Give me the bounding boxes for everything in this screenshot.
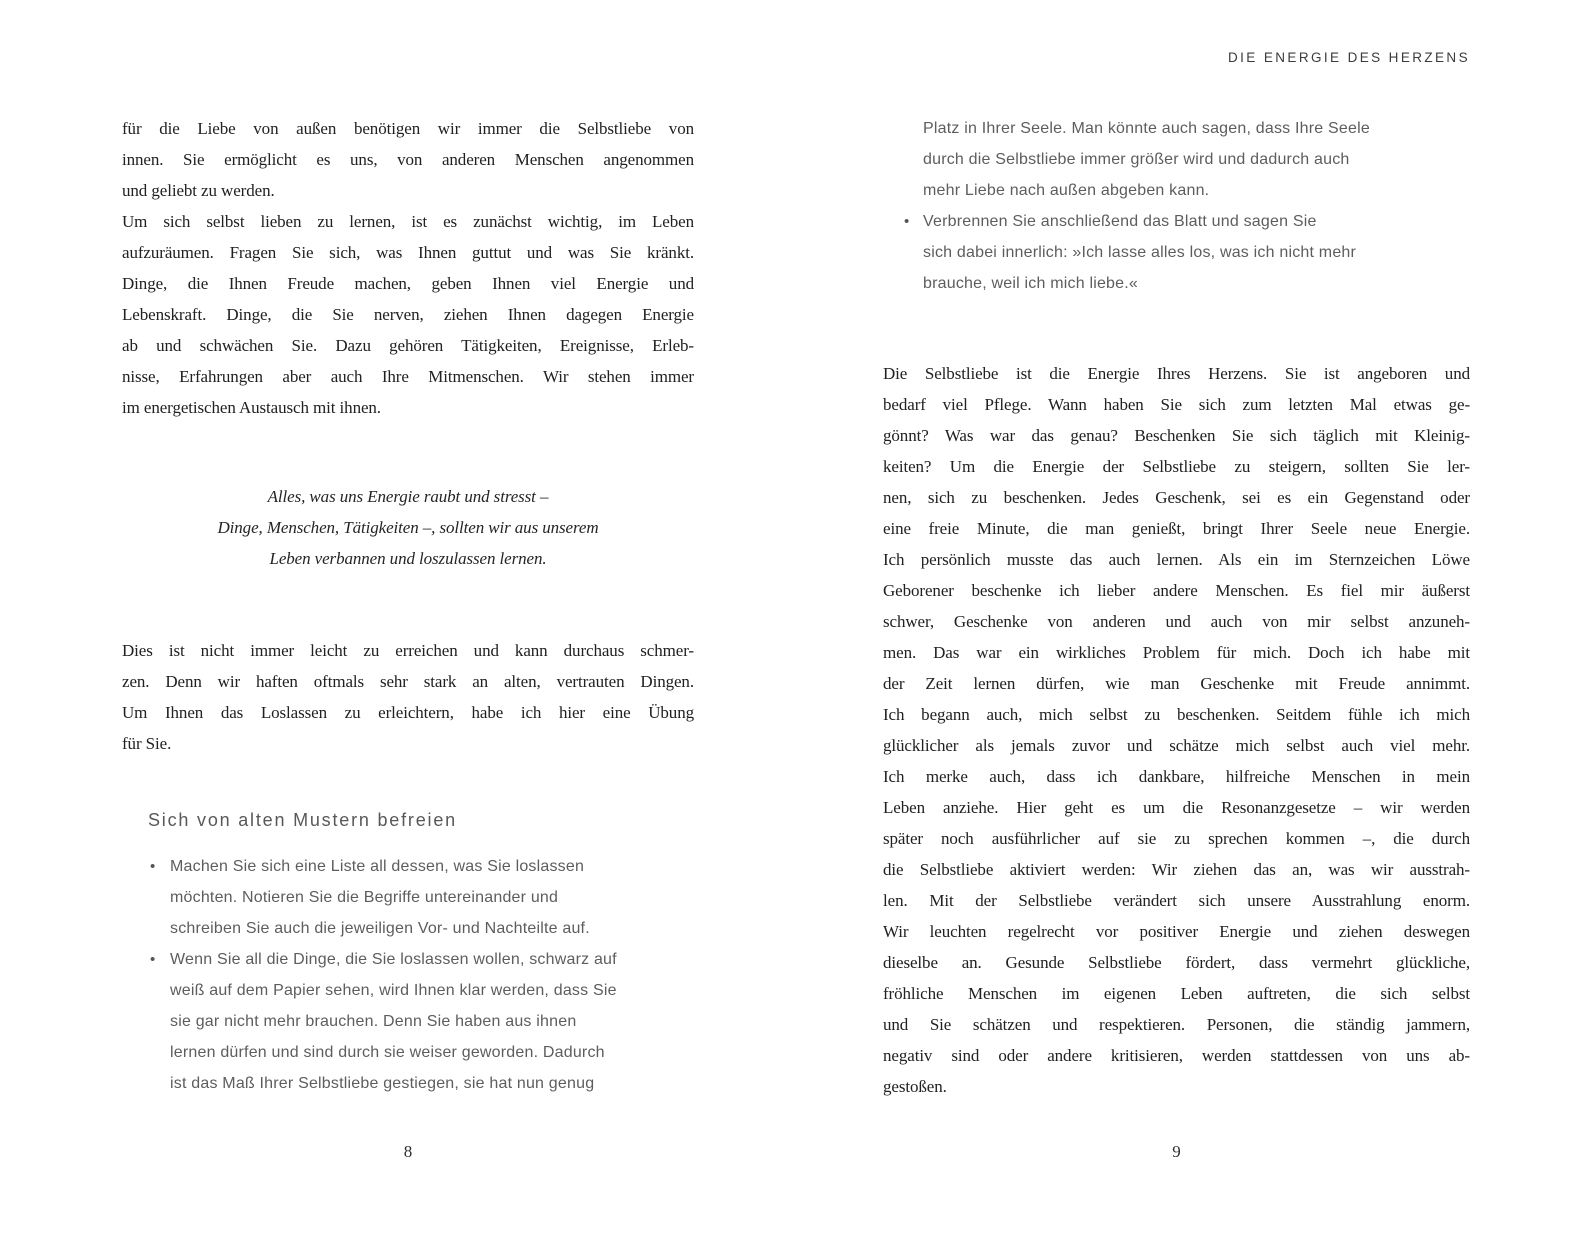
text-line: sich dabei innerlich: »Ich lasse alles los, was ich nicht mehr [923,244,1357,261]
paragraph [122,635,694,759]
epigraph-quote [122,481,694,574]
text-line: zen. Denn wir haften oftmals sehr stark an alten, vertrauten Dingen. [122,672,694,691]
text-line: • Wenn Sie all die Dinge, die Sie loslassen wollen, schwarz auf [170,951,617,968]
bullet-item [148,851,694,944]
text-line: und Sie schätzen und respektieren. Personen, die ständig jammern, [883,1015,1470,1034]
text-line: gönnt? Was war das genau? Beschenken Sie sich täglich mit Kleinig- [883,426,1470,445]
text-line: gestoßen. [883,1077,947,1096]
text-line: bedarf viel Pflege. Wann haben Sie sich zum letzten Mal etwas ge- [883,395,1470,414]
text-line: • Machen Sie sich eine Liste all dessen, was Sie loslassen [170,858,585,875]
text-line: Leben anziehe. Hier geht es um die Resonanzgesetze – wir werden [883,798,1470,817]
bullet-list [148,851,694,1099]
text-line: innen. Sie ermöglicht es uns, von anderen Menschen angenommen [122,150,694,169]
text-line: dieselbe an. Gesunde Selbstliebe fördert, dass vermehrt glückliche, [883,953,1470,972]
bullet-list [902,113,1470,299]
text-line: • Verbrennen Sie anschließend das Blatt und sagen Sie [923,213,1317,230]
text-line: mehr Liebe nach außen abgeben kann. [923,182,1210,199]
text-line: für die Liebe von außen benötigen wir immer die Selbstliebe von [122,119,694,138]
text-line: nisse, Erfahrungen aber auch Ihre Mitmenschen. Wir stehen immer [122,367,694,386]
text-line: fröhliche Menschen im eigenen Leben auftreten, die sich selbst [883,984,1470,1003]
page-number-left: 8 [403,1142,413,1161]
text-line: lernen dürfen und sind durch sie weiser geworden. Dadurch [170,1044,605,1061]
text-line: Leben verbannen und loszulassen lernen. [269,549,547,568]
text-line: Um Ihnen das Loslassen zu erleichtern, habe ich hier eine Übung [122,703,694,722]
text-line: Lebenskraft. Dinge, die Sie nerven, ziehen Ihnen dagegen Energie [122,305,694,324]
text-line: ist das Maß Ihrer Selbstliebe gestiegen, sie hat nun genug [170,1075,595,1092]
exercise-heading: Sich von alten Mustern befreien [148,810,457,830]
text-line: ab und schwächen Sie. Dazu gehören Tätigkeiten, Ereignisse, Erleb- [122,336,694,355]
text-line: weiß auf dem Papier sehen, wird Ihnen klar werden, dass Sie [170,982,617,999]
bullet-item [148,944,694,1099]
text-line: für Sie. [122,734,172,753]
running-header-title: DIE ENERGIE DES HERZENS [1228,50,1470,65]
paragraph [883,358,1470,1102]
text-line: len. Mit der Selbstliebe verändert sich unsere Ausstrahlung enorm. [883,891,1470,910]
text-line: negativ sind oder andere kritisieren, werden stattdessen von uns ab- [883,1046,1470,1065]
text-line: durch die Selbstliebe immer größer wird und dadurch auch [923,151,1350,168]
text-line: glücklicher als jemals zuvor und schätze mich selbst auch viel mehr. [883,736,1470,755]
text-line: nen, sich zu beschenken. Jedes Geschenk, sei es ein Gegenstand oder [883,488,1470,507]
text-line: sie gar nicht mehr brauchen. Denn Sie haben aus ihnen [170,1013,577,1030]
text-line: die Selbstliebe aktiviert werden: Wir ziehen das an, was wir ausstrah- [883,860,1470,879]
text-line: der Zeit lernen dürfen, wie man Geschenke mit Freude annimmt. [883,674,1470,693]
bullet-item [902,206,1470,299]
text-line: im energetischen Austausch mit ihnen. [122,398,381,417]
page-number-right: 9 [1172,1142,1181,1161]
text-line: Dinge, Menschen, Tätigkeiten –, sollten wir aus unserem [217,518,599,537]
text-line: Dies ist nicht immer leicht zu erreichen und kann durchaus schmer- [122,641,694,660]
text-line: schwer, Geschenke von anderen und auch von mir selbst anzuneh- [883,612,1470,631]
paragraph [122,206,694,423]
text-line: Wir leuchten regelrecht vor positiver Energie und ziehen deswegen [883,922,1470,941]
bullet-item-continuation [902,113,1470,206]
text-line: Die Selbstliebe ist die Energie Ihres Herzens. Sie ist angeboren und [883,364,1470,383]
text-line: Alles, was uns Energie raubt und stresst – [267,487,549,506]
page-left [122,113,694,1099]
text-line: men. Das war ein wirkliches Problem für mich. Doch ich habe mit [883,643,1470,662]
text-line: Platz in Ihrer Seele. Man könnte auch sagen, dass Ihre Seele [923,120,1370,137]
text-line: eine freie Minute, die man genießt, bringt Ihrer Seele neue Energie. [883,519,1470,538]
page-right [883,113,1470,1102]
text-line: Ich merke auch, dass ich dankbare, hilfreiche Menschen in mein [883,767,1470,786]
text-line: schreiben Sie auch die jeweiligen Vor- und Nachteilte auf. [170,920,590,937]
text-line: Geborener beschenke ich lieber andere Menschen. Es fiel mir äußerst [883,581,1470,600]
paragraph [122,113,694,206]
text-line: und geliebt zu werden. [122,181,275,200]
text-line: keiten? Um die Energie der Selbstliebe zu steigern, sollten Sie ler- [883,457,1470,476]
text-line: brauche, weil ich mich liebe.« [923,275,1138,292]
text-line: Ich persönlich musste das auch lernen. Als ein im Sternzeichen Löwe [883,550,1470,569]
text-line: Ich begann auch, mich selbst zu beschenken. Seitdem fühle ich mich [883,705,1470,724]
text-line: möchten. Notieren Sie die Begriffe untereinander und [170,889,559,906]
text-line: Um sich selbst lieben zu lernen, ist es zunächst wichtig, im Leben [122,212,694,231]
text-line: Dinge, die Ihnen Freude machen, geben Ihnen viel Energie und [122,274,694,293]
text-line: später noch ausführlicher auf sie zu sprechen kommen –, die durch [883,829,1470,848]
exercise-section [148,806,694,1099]
text-line: aufzuräumen. Fragen Sie sich, was Ihnen guttut und was Sie kränkt. [122,243,694,262]
